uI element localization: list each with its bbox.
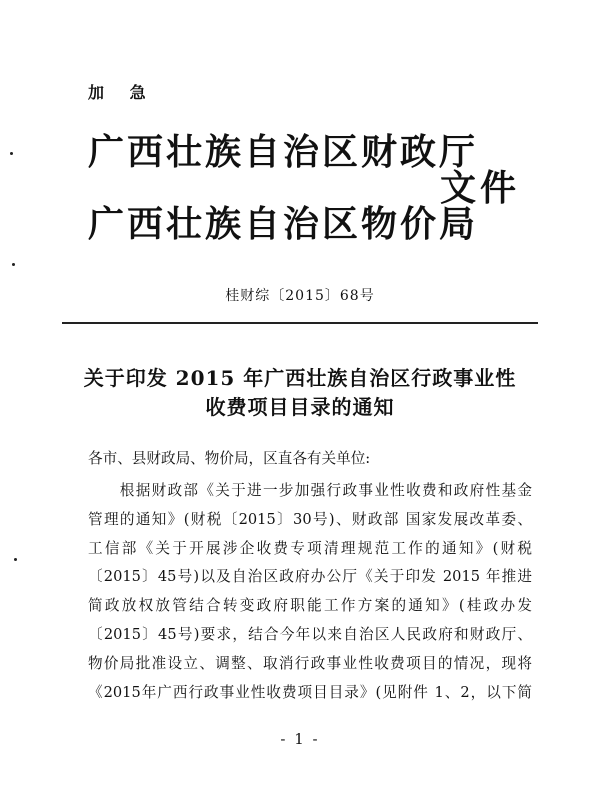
scan-speck [10,152,13,155]
body-line: 《2015年广西行政事业性收费项目目录》(见附件 1、2，以下简 [88,683,532,701]
body-line: 〔2015〕45号)要求，结合今年以来自治区人民政府和财政厅、 [88,625,532,643]
issuer-price-bureau: 广西壮族自治区物价局 [88,203,479,245]
document-type-label: 文件 [440,167,521,209]
urgency-label: 加 急 [88,83,156,102]
document-number: 桂财综〔2015〕68号 [225,288,375,304]
header-divider [62,322,538,324]
body-line: 工信部《关于开展涉企收费专项清理规范工作的通知》(财税 [88,539,532,557]
scan-speck [12,263,15,266]
notice-title-line-2: 收费项目目录的通知 [205,395,395,419]
issuer-finance-department: 广西壮族自治区财政厅 [88,131,479,173]
body-line: 管理的通知》(财税〔2015〕30号)、财政部 国家发展改革委、 [88,510,532,528]
body-line: 物价局批准设立、调整、取消行政事业性收费项目的情况，现将 [88,654,532,672]
body-line: 简政放权放管结合转变政府职能工作方案的通知》(桂政办发 [88,597,532,615]
notice-title-line-1: 关于印发 2015 年广西壮族自治区行政事业性 [83,366,517,390]
body-paragraph [88,477,532,707]
salutation: 各市、县财政局、物价局，区直各有关单位: [88,450,371,467]
body-line: 根据财政部《关于进一步加强行政事业性收费和政府性基金 [88,482,532,499]
page-number: - 1 - [280,730,320,748]
scan-speck [14,558,17,561]
body-line: 〔2015〕45号)以及自治区政府办公厅《关于印发 2015 年推进 [88,568,532,586]
